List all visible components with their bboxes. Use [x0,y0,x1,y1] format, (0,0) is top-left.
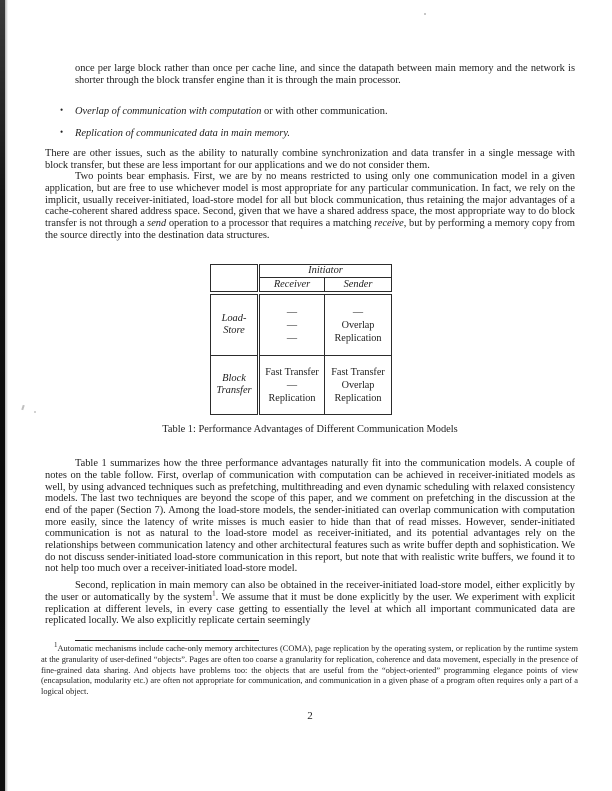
table-caption: Table 1: Performance Advantages of Different Communication Models [162,424,458,436]
bullet-overlap-italic: Overlap of communication with computation [75,106,262,118]
row-label-line: Load- [221,313,247,325]
bullet-overlap-roman: or with other communication. [261,106,388,118]
replication-text: . We assume that it must be done explicitly by the user. We experiment with explicit replication at different levels, in every case getting to essentially the level at which all important communicated data are replicated locally. We also explicitly replicate certain seemingly [45,591,575,627]
footnote-rule [75,640,259,641]
table-1 [210,264,392,415]
paragraph-table-summary: Table 1 summarizes how the three performance advantages naturally fit into the communication models. A couple of notes on the table follow. First, overlap of communication with computation can be achieved in receiver-initiated models as well, by using advanced techniques such as prefetching, multithreading and even dynamic scheduling with relaxed consistency models. The last two techniques are beyond the scope of this paper, and we comment on prefetching in the discussion at the end of the paper (Section 7). Among the load-store models, the sender-initiated can overlap communication with computation more easily, since the latency of write misses is much easier to hide than that of read misses. However, sender-initiated communication is not as natural to the load-store model as receiver-initiated, and its potential advantages rely on the relationships between communication latency and other architectural features such as write buffer depth and sophistication. We do not discuss sender-initiated load-store communication in this report, but note that with realistic write buffers, we found it to not help too much over a receiver-initiated load-store model. [45,458,575,575]
replication-text: Second, replication in main memory can also be obtained in the receiver-initiated load-store model, either explicitly by the user or automatically by the system [45,580,575,603]
table-row-block-transfer [211,356,392,415]
footnote-reference: 1 [212,589,216,598]
receiver-label: Receiver [273,279,311,291]
bullet-list [45,106,575,139]
footnote-text [41,641,578,698]
footnote-body: Automatic mechanisms include cache-only memory architectures (COMA), page replication by the operating system, or replication by the runtime system at the granularity of user-defined “objects”. Pages are often too coarse a granularity for replication, coherence and data movement, especially in the presence of fine-grained data sharing. And objects have problems too: the objects that are useful from the “object-oriented” programming elegance points of view (encapsulation, modularity etc.) are often not appropriate for communication, and communication in a given phase of a program often requires only a part of a logical object. [41,643,578,697]
row-label-line: Block [222,373,246,385]
continuation-paragraph: once per large block rather than once per cache line, and since the datapath between main memory and the network is shorter through the block transfer engine than it is through the main processor. [75,63,575,86]
table-corner-cell [211,265,259,292]
cell-line: Fast Transfer [265,366,319,378]
row-label-line: Transfer [216,385,252,397]
sender-label: Sender [343,279,373,291]
bullet-item-overlap [45,106,575,118]
row-label-block-transfer [211,356,259,415]
two-points-text: , but by performing a memory copy from the source directly into the destination data structures. [45,218,576,241]
cell-load-store-receiver [259,295,325,356]
bullet-replication-italic: Replication of communicated data in main memory. [75,128,290,140]
scan-edge-shadow [5,0,8,791]
row-label-line: Store [223,325,245,337]
pen-mark [34,411,36,413]
cell-line: Replication [268,392,316,404]
table-1-body-grid [210,294,392,415]
table-1-header-grid [210,264,392,292]
cell-line: Overlap [341,319,375,331]
send-italic: send [147,218,167,230]
cell-line: — [286,319,298,331]
paragraph-other-issues: There are other issues, such as the ability to naturally combine synchronization and data transfer in a single message with block transfer, but these are less important for our applications and we do not consider them. [45,147,575,171]
cell-line: Replication [334,392,382,404]
two-points-text: Two points bear emphasis. First, we are by no means restricted to using only one communication model in a given application, but are free to use whichever model is most appropriate for any particular communication. In fact, we rely on the implicit, usually receiver-initiated, load-store model for all but block communication, thus retaining the major advantages of a cache-coherent shared address space. Second, given that we have a shared address space, the most appropriate way to do block transfer is not through a [45,171,575,230]
bullet-item-replication [45,128,575,140]
cell-block-transfer-sender [325,356,392,415]
receive-italic: receive [374,218,404,230]
bullet-icon: • [60,105,64,116]
cell-line: Overlap [341,379,375,391]
page-number: 2 [307,709,313,722]
pen-mark [21,405,24,410]
table-header-initiator [259,265,392,278]
cell-block-transfer-receiver [259,356,325,415]
table-header-receiver [259,278,325,292]
cell-line: Fast Transfer [331,366,385,378]
bullet-icon: • [60,127,64,138]
cell-line: — [352,306,364,318]
cell-line: Replication [334,332,382,344]
table-header-sender [325,278,392,292]
cell-load-store-sender [325,295,392,356]
two-points-text: operation to a processor that requires a matching [166,218,375,230]
paragraph-two-points [45,171,575,241]
initiator-label: Initiator [308,265,343,277]
footnote-marker: 1 [54,641,58,650]
page-body [41,0,578,723]
paragraph-replication [45,580,575,627]
cell-line: — [286,306,298,318]
row-label-load-store [211,295,259,356]
cell-line: — [286,379,298,391]
table-row-load-store [211,295,392,356]
cell-line: — [286,332,298,344]
